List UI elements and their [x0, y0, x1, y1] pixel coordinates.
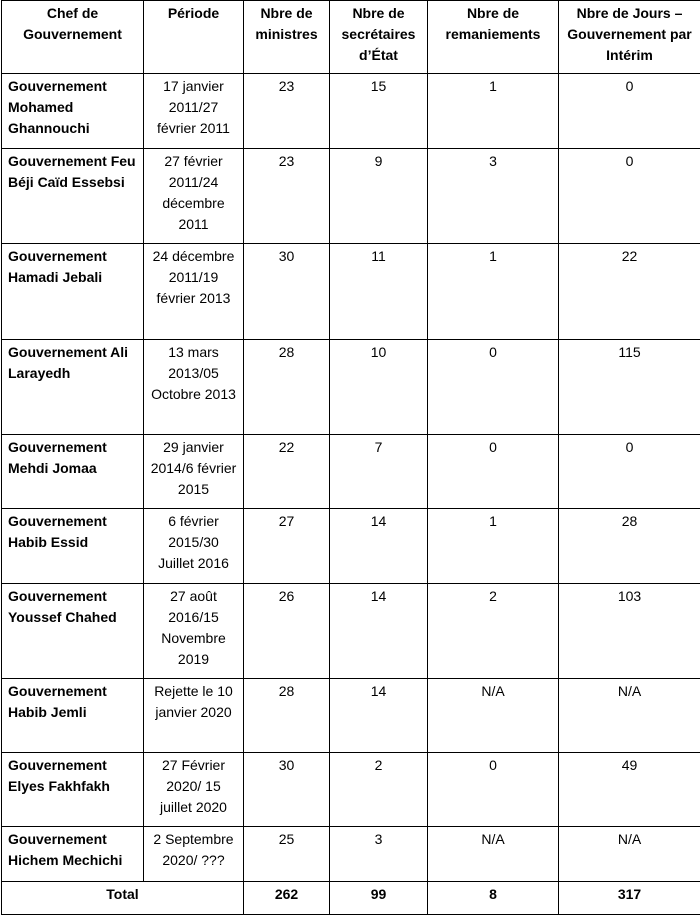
- header-secretaires: Nbre de secrétaires d’État: [330, 1, 428, 74]
- row-period: Rejette le 10 janvier 2020: [144, 679, 244, 753]
- row-ministres: 28: [244, 679, 330, 753]
- row-name: Gouvernement Feu Béji Caïd Essebsi: [2, 149, 144, 244]
- row-remaniements: 1: [428, 74, 559, 149]
- row-remaniements: 1: [428, 244, 559, 340]
- header-jours: Nbre de Jours – Gouvernement par Intérim: [559, 1, 700, 74]
- row-secretaires: 14: [330, 509, 428, 584]
- header-periode: Période: [144, 1, 244, 74]
- row-ministres: 30: [244, 753, 330, 827]
- total-secretaires: 99: [330, 882, 428, 915]
- table-row: [2, 584, 700, 679]
- row-remaniements: 2: [428, 584, 559, 679]
- row-remaniements: N/A: [428, 827, 559, 882]
- row-remaniements: N/A: [428, 679, 559, 753]
- row-remaniements: 1: [428, 509, 559, 584]
- row-secretaires: 7: [330, 435, 428, 509]
- row-jours: 0: [559, 74, 700, 149]
- row-remaniements: 0: [428, 340, 559, 435]
- row-name: Gouvernement Mehdi Jomaa: [2, 435, 144, 509]
- row-jours: N/A: [559, 827, 700, 882]
- row-ministres: 22: [244, 435, 330, 509]
- row-name: Gouvernement Hamadi Jebali: [2, 244, 144, 340]
- row-jours: 0: [559, 149, 700, 244]
- row-name: Gouvernement Habib Essid: [2, 509, 144, 584]
- row-remaniements: 3: [428, 149, 559, 244]
- header-ministres: Nbre de ministres: [244, 1, 330, 74]
- row-ministres: 26: [244, 584, 330, 679]
- table-row: [2, 679, 700, 753]
- table-row: [2, 244, 700, 340]
- row-period: 24 décembre 2011/19 février 2013: [144, 244, 244, 340]
- row-ministres: 23: [244, 149, 330, 244]
- row-secretaires: 3: [330, 827, 428, 882]
- row-secretaires: 14: [330, 679, 428, 753]
- row-period: 13 mars 2013/05 Octobre 2013: [144, 340, 244, 435]
- row-jours: 49: [559, 753, 700, 827]
- row-jours: 22: [559, 244, 700, 340]
- row-jours: 103: [559, 584, 700, 679]
- row-ministres: 27: [244, 509, 330, 584]
- table-row: [2, 435, 700, 509]
- row-ministres: 25: [244, 827, 330, 882]
- row-period: 27 Février 2020/ 15 juillet 2020: [144, 753, 244, 827]
- row-period: 17 janvier 2011/27 février 2011: [144, 74, 244, 149]
- table-row: [2, 149, 700, 244]
- row-period: 2 Septembre 2020/ ???: [144, 827, 244, 882]
- row-remaniements: 0: [428, 753, 559, 827]
- row-period: 27 février 2011/24 décembre 2011: [144, 149, 244, 244]
- row-period: 27 août 2016/15 Novembre 2019: [144, 584, 244, 679]
- row-jours: 28: [559, 509, 700, 584]
- governments-table: [1, 0, 700, 915]
- row-secretaires: 11: [330, 244, 428, 340]
- row-secretaires: 10: [330, 340, 428, 435]
- total-remaniements: 8: [428, 882, 559, 915]
- row-name: Gouvernement Mohamed Ghannouchi: [2, 74, 144, 149]
- row-period: 29 janvier 2014/6 février 2015: [144, 435, 244, 509]
- row-name: Gouvernement Youssef Chahed: [2, 584, 144, 679]
- row-period: 6 février 2015/30 Juillet 2016: [144, 509, 244, 584]
- header-row: [2, 1, 700, 74]
- row-jours: 115: [559, 340, 700, 435]
- row-ministres: 30: [244, 244, 330, 340]
- row-name: Gouvernement Ali Larayedh: [2, 340, 144, 435]
- table-row: [2, 753, 700, 827]
- row-secretaires: 14: [330, 584, 428, 679]
- total-ministres: 262: [244, 882, 330, 915]
- row-secretaires: 15: [330, 74, 428, 149]
- total-jours: 317: [559, 882, 700, 915]
- table-row: [2, 74, 700, 149]
- header-remaniements: Nbre de remaniements: [428, 1, 559, 74]
- row-ministres: 23: [244, 74, 330, 149]
- total-label: Total: [2, 882, 244, 915]
- row-secretaires: 2: [330, 753, 428, 827]
- row-remaniements: 0: [428, 435, 559, 509]
- row-ministres: 28: [244, 340, 330, 435]
- row-name: Gouvernement Elyes Fakhfakh: [2, 753, 144, 827]
- table-row: [2, 509, 700, 584]
- row-jours: N/A: [559, 679, 700, 753]
- row-name: Gouvernement Hichem Mechichi: [2, 827, 144, 882]
- header-chef: Chef de Gouvernement: [2, 1, 144, 74]
- table-row: [2, 827, 700, 882]
- row-secretaires: 9: [330, 149, 428, 244]
- row-name: Gouvernement Habib Jemli: [2, 679, 144, 753]
- table-row: [2, 340, 700, 435]
- row-jours: 0: [559, 435, 700, 509]
- total-row: [2, 882, 700, 915]
